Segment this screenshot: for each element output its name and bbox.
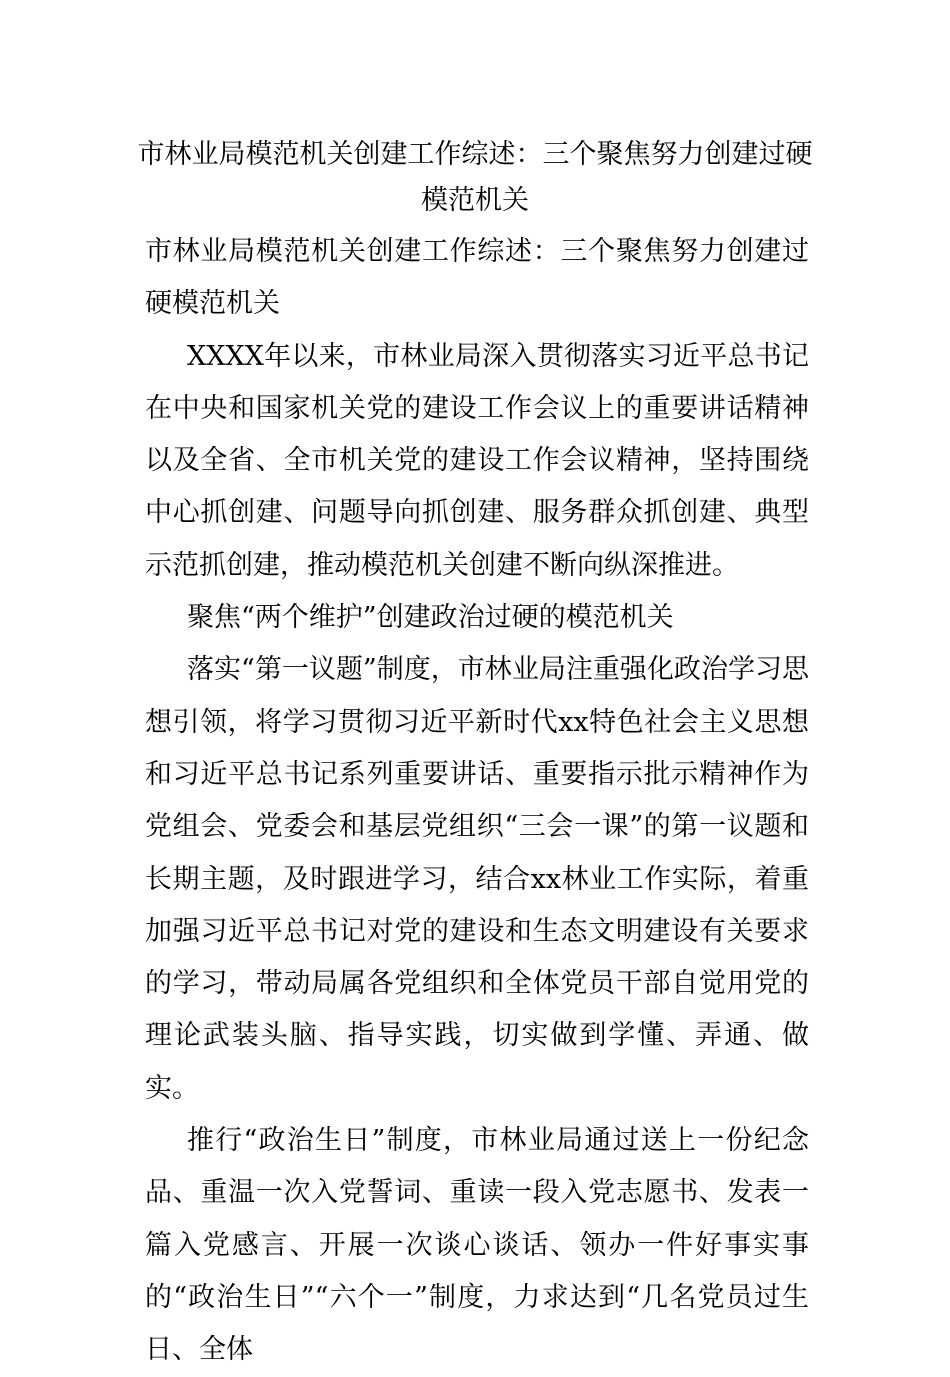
subtitle-paragraph: 市林业局模范机关创建工作综述：三个聚焦努力创建过硬模范机关 [145, 236, 809, 320]
section-heading: 聚焦“两个维护”创建政治过硬的模范机关 [187, 602, 674, 634]
title-line-2: 模范机关 [421, 185, 529, 216]
body-paragraph: 落实“第一议题”制度，市林业局注重强化政治学习思想引领，将学习贯彻习近平新时代xx特色社会主义思想和习近平总书记系列重要讲话、重要指示批示精神作为党组会、党委会和基层党组织“三会一课”的第一议题和长期主题，及时跟进学习，结合xx林业工作实际，着重加强习近平总书记对党的建设和生态文明建设有关要求的学习，带动局属各党组织和全体党员干部自觉用党的理论武装头脑、指导实践，切实做到学懂、弄通、做实。 [145, 654, 809, 1104]
document-body [145, 226, 809, 1377]
body-paragraph: 推行“政治生日”制度，市林业局通过送上一份纪念品、重温一次入党誓词、重读一段入党志愿书、发表一篇入党感言、开展一次谈心谈话、领办一件好事实事的“政治生日”“六个一”制度，力求达到“几名党员过生日、全体 [145, 1125, 809, 1366]
document-title [130, 132, 820, 224]
title-line-1: 市林业局模范机关创建工作综述：三个聚焦努力创建过硬 [137, 139, 813, 170]
intro-paragraph: XXXX年以来，市林业局深入贯彻落实习近平总书记在中央和国家机关党的建设工作会议上的重要讲话精神以及全省、全市机关党的建设工作会议精神，坚持围绕中心抓创建、问题导向抓创建、服务群众抓创建、典型示范抓创建，推动模范机关创建不断向纵深推进。 [145, 340, 809, 581]
